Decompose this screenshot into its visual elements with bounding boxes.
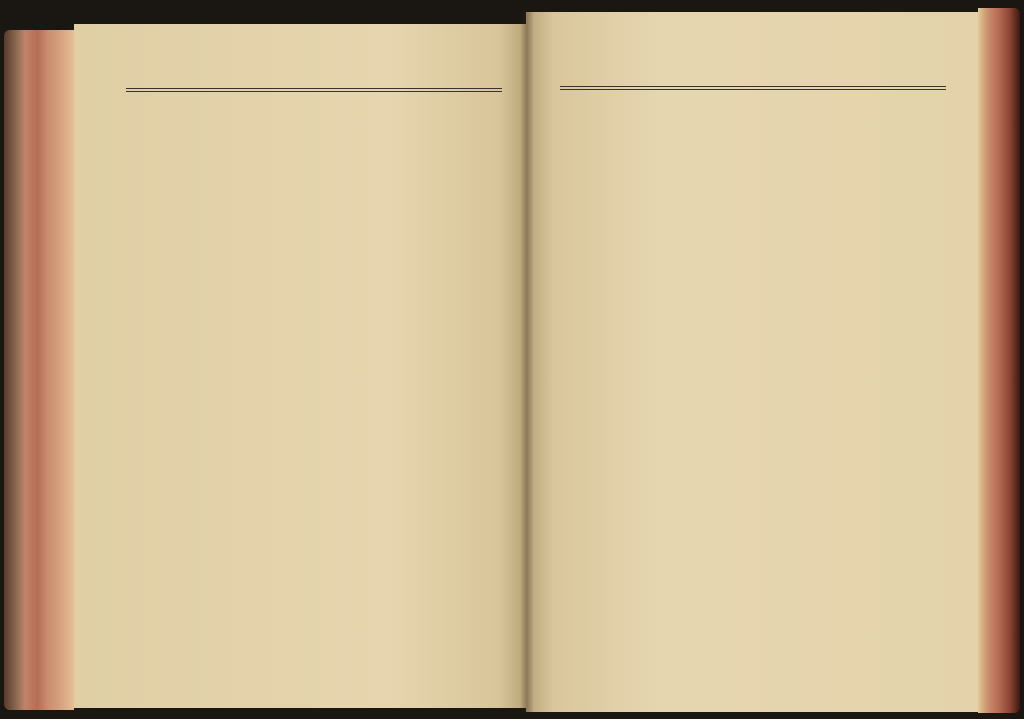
page-edges-right: [978, 8, 1020, 713]
header-rule: [126, 88, 502, 92]
page-edges-left: [4, 30, 74, 710]
header-rule: [560, 86, 946, 90]
left-page: [74, 24, 526, 708]
book-gutter: [520, 12, 534, 712]
right-page: [526, 12, 978, 712]
